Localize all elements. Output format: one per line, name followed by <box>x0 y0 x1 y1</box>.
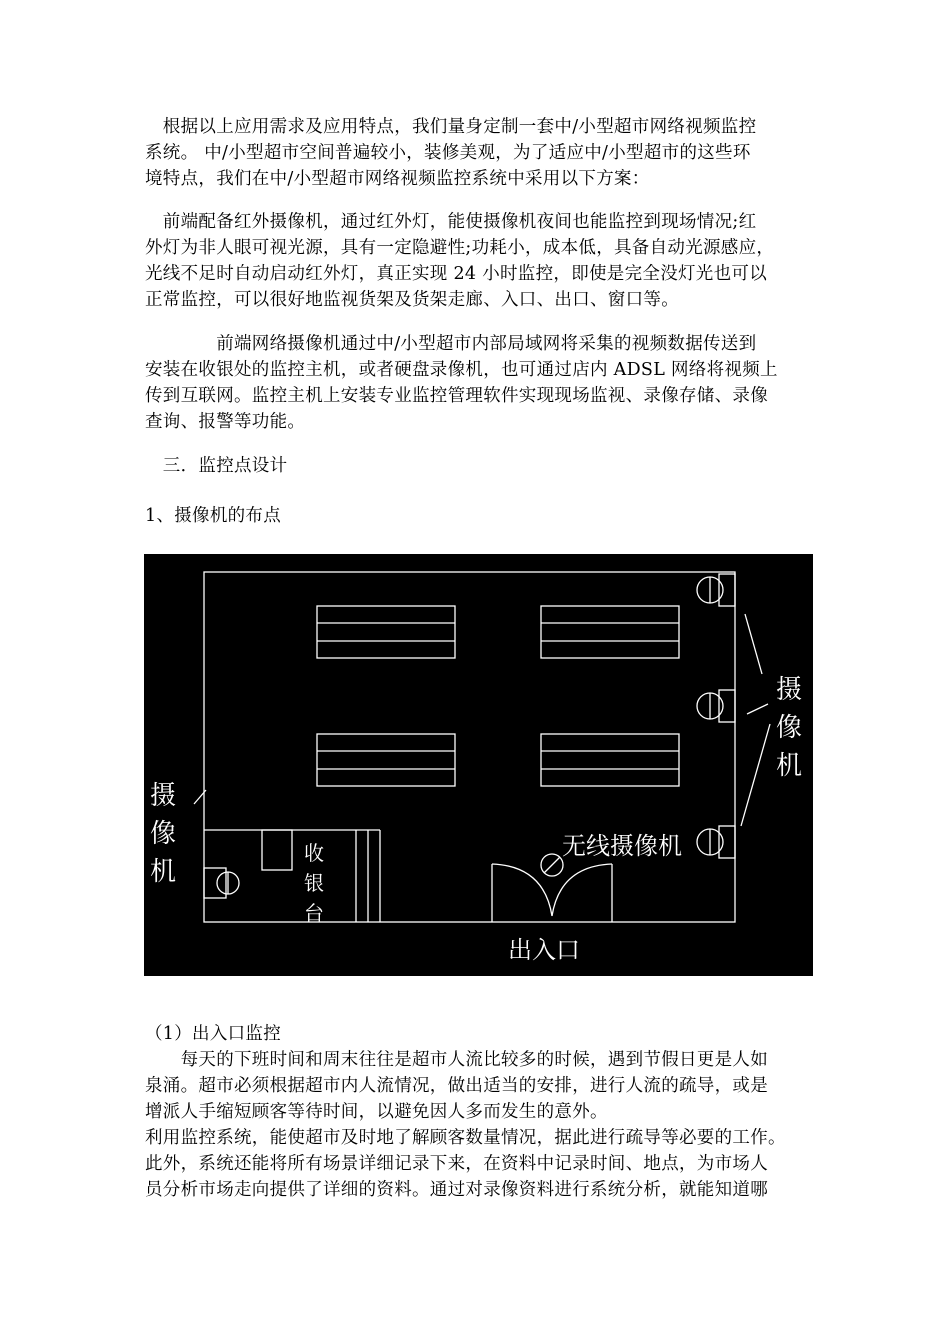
text-line: 员分析市场走向提供了详细的资料。通过对录像资料进行系统分析，就能知道哪 <box>145 1180 768 1200</box>
text-line: 查询、报警等功能。 <box>145 412 306 432</box>
camera-label-left <box>150 781 176 887</box>
text-line: 外灯为非人眼可视光源，具有一定隐避性;功耗小，成本低，具备自动光源感应， <box>145 238 775 258</box>
text-line: 根据以上应用需求及应用特点，我们量身定制一套中/小型超市网络视频监控 <box>145 117 757 137</box>
entrance-doors <box>492 864 612 922</box>
heading-text: 三．监控点设计 <box>145 456 288 476</box>
camera-icon <box>697 690 735 722</box>
camera-icon <box>697 826 735 858</box>
text-line: 系统。 中/小型超市空间普遍较小，装修美观，为了适应中/小型超市的这些环 <box>145 143 751 163</box>
label-char: 摄 <box>150 781 177 811</box>
label-char: 收 <box>304 841 324 865</box>
shelf <box>541 734 679 786</box>
label-char: 摄 <box>776 675 803 705</box>
wireless-camera-label: 无线摄像机 <box>562 832 682 860</box>
text-line: 增派人手缩短顾客等待时间，以避免因人多而发生的意外。 <box>145 1102 608 1122</box>
paragraph-network-camera <box>145 331 810 435</box>
label-char: 台 <box>304 901 324 925</box>
subheading-camera-layout <box>145 503 810 529</box>
camera-icon <box>204 868 239 898</box>
shelf <box>541 606 679 658</box>
text-line: 此外，系统还能将所有场景详细记录下来，在资料中记录时间、地点，为市场人 <box>145 1154 768 1174</box>
pointer-line <box>747 704 768 714</box>
label-char: 机 <box>150 857 177 887</box>
section-heading-monitor-design <box>145 453 810 479</box>
label-char: 像 <box>776 713 803 743</box>
text-line: 每天的下班时间和周末往往是超市人流比较多的时候，遇到节假日更是人如 <box>145 1050 768 1070</box>
floor-plan-diagram <box>144 554 813 976</box>
entrance-label: 出入口 <box>508 936 580 964</box>
paragraph-solution-intro <box>145 114 810 192</box>
camera-label-right <box>776 675 802 781</box>
camera-icon <box>697 574 735 606</box>
pointer-line <box>741 724 770 826</box>
heading-text: 1、摄像机的布点 <box>145 506 282 526</box>
shelf <box>317 606 455 658</box>
label-char: 银 <box>304 871 324 895</box>
text-line: 前端配备红外摄像机，通过红外灯，能使摄像机夜间也能监控到现场情况;红 <box>145 212 757 232</box>
paragraph-infrared-camera <box>145 209 810 313</box>
text-line: 安装在收银处的监控主机，或者硬盘录像机，也可通过店内 ADSL 网络将视频上 <box>145 360 778 380</box>
cashier-area <box>204 830 380 922</box>
subheading-entrance-monitoring <box>145 1021 810 1047</box>
text-line: 泉涌。超市必须根据超市内人流情况，做出适当的安排，进行人流的疏导，或是 <box>145 1076 768 1096</box>
heading-text: （1）出入口监控 <box>145 1024 282 1044</box>
text-line: 前端网络摄像机通过中/小型超市内部局域网将采集的视频数据传送到 <box>145 334 757 354</box>
label-char: 像 <box>150 819 177 849</box>
paragraph-entrance-monitoring <box>145 1047 810 1203</box>
cashier-label <box>304 841 324 925</box>
shelf <box>317 734 455 786</box>
text-line: 境特点，我们在中/小型超市网络视频监控系统中采用以下方案： <box>145 169 650 189</box>
text-line: 正常监控，可以很好地监视货架及货架走廊、入口、出口、窗口等。 <box>145 290 679 310</box>
text-line: 利用监控系统，能使超市及时地了解顾客数量情况，据此进行疏导等必要的工作。 <box>145 1128 786 1148</box>
label-char: 机 <box>776 751 803 781</box>
floor-plan-svg <box>144 554 813 976</box>
text-line: 传到互联网。监控主机上安装专业监控管理软件实现现场监视、录像存储、录像 <box>145 386 768 406</box>
pointer-line <box>745 614 762 674</box>
wireless-camera-icon <box>541 854 563 876</box>
text-line: 光线不足时自动启动红外灯，真正实现 24 小时监控，即使是完全没灯光也可以 <box>145 264 767 284</box>
